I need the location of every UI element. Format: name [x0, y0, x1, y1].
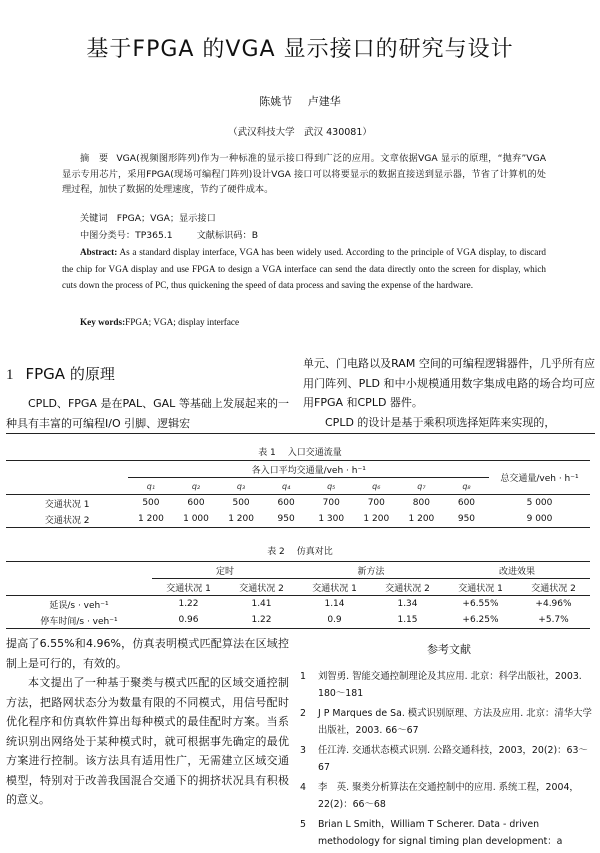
row-label: 延误/s · veh⁻¹ [49, 600, 109, 611]
keywords-cn-label: 关键词 [80, 213, 108, 224]
keywords-cn [80, 210, 216, 224]
reference-text: J P Marques de Sa. 模式识别原理、方法及应用. 北京：清华大学出版社，2003. 66～67 [318, 708, 592, 736]
author-name: 卢建华 [307, 95, 341, 108]
table1-corner [6, 478, 128, 495]
table-cell: 1 200 [228, 514, 254, 524]
table-cell: 0.96 [178, 615, 199, 625]
reference-number: 1 [300, 671, 306, 682]
table1-corner [6, 461, 128, 478]
reference-item [300, 742, 595, 776]
table-cell: 700 [322, 498, 340, 508]
table-cell: 600 [457, 498, 476, 508]
table-cell: 950 [457, 514, 476, 524]
traffic-flow-table [6, 460, 590, 528]
reference-number: 3 [300, 745, 306, 756]
reference-number: 5 [300, 819, 306, 830]
lane-header: q₆ [372, 481, 381, 491]
reference-item [300, 816, 595, 850]
table-cell: 1.34 [397, 599, 418, 609]
abstract-cn [62, 151, 546, 198]
document-code: 文献标识码：B [196, 230, 259, 241]
table2-group-header: 定时 [152, 562, 298, 579]
reference-item [300, 668, 595, 702]
table2-number: 表 2 [267, 547, 285, 557]
table-cell: +6.55% [462, 599, 499, 609]
table-cell: 1.14 [324, 599, 345, 609]
body-left-column-lower [6, 634, 289, 810]
table2-subheader: 交通状况 2 [239, 583, 284, 594]
lane-header: q₄ [282, 481, 291, 491]
abstract-en [62, 244, 546, 294]
reference-text: 任江涛. 交通状态模式识别. 公路交通科技，2003，20(2)：63～67 [318, 745, 588, 773]
keywords-en-label: Key words: [80, 317, 126, 327]
reference-list [300, 668, 595, 853]
keywords-en-text: FPGA; VGA; display interface [125, 317, 240, 327]
table-cell: 800 [412, 498, 430, 508]
paper-title: 基于FPGA 的VGA 显示接口的研究与设计 [86, 37, 514, 62]
table1-title: 入口交通流量 [287, 448, 342, 458]
table-cell: 0.9 [327, 615, 342, 625]
table-row [6, 511, 590, 528]
lane-header: q₂ [191, 481, 201, 491]
reference-number: 4 [300, 782, 306, 793]
table-cell: 1 200 [363, 514, 390, 524]
table-cell: +4.96% [535, 599, 572, 609]
lane-header: q₈ [462, 481, 471, 491]
classification-line [80, 227, 258, 241]
row-label: 停车时间/s · veh⁻¹ [40, 616, 118, 627]
body-right-column [303, 354, 595, 432]
simulation-comparison-table [6, 561, 590, 629]
table2-subheader: 交通状况 2 [385, 583, 430, 594]
table-cell: 1.41 [251, 599, 272, 609]
references-heading: 参考文献 [427, 643, 471, 656]
table2-subheader: 交通状况 1 [312, 583, 357, 594]
lane-header: q₇ [417, 481, 426, 491]
table1-group-header: 各入口平均交通量/veh · h⁻¹ [128, 461, 489, 478]
reference-text: 刘智勇. 智能交通控制理论及其应用. 北京：科学出版社，2003. 180～181 [318, 671, 582, 699]
section-heading [6, 363, 115, 384]
section-number: 1 [6, 367, 14, 383]
body-left-paragraph-1: CPLD、FPGA 是在PAL、GAL 等基础上发展起来的一种具有丰富的可编程I/O 引脚、逻辑宏 [6, 397, 289, 430]
affiliation: （武汉科技大学 武汉 430081） [228, 127, 372, 138]
table2-subheader: 交通状况 1 [458, 583, 503, 594]
table-cell: 1 000 [183, 514, 209, 524]
reference-text: Brian L Smith，William T Scherer. Data - driven methodology for signal timing plan development：a [318, 819, 563, 847]
table2-subheader: 交通状况 1 [166, 583, 211, 594]
row-label: 交通状况 2 [44, 515, 90, 526]
table-row [6, 596, 590, 613]
abstract-en-label: Abstract: [80, 247, 118, 257]
table-cell: 1.22 [178, 599, 199, 609]
lane-header: q₁ [146, 481, 156, 491]
body-right-paragraph-2: CPLD 的设计是基于乘积项选择矩阵来实现的， [325, 415, 556, 429]
table-cell: 1 300 [318, 514, 345, 524]
table2-subheader: 交通状况 2 [531, 583, 576, 594]
table2-title: 仿真对比 [296, 547, 333, 557]
table-cell: +5.7% [538, 615, 569, 625]
table-cell: 1 200 [138, 514, 164, 524]
table-cell: 1.15 [397, 615, 418, 625]
table-cell: 1 200 [408, 514, 435, 524]
author-name: 陈姚节 [259, 95, 293, 108]
section-title: FPGA 的原理 [25, 365, 115, 383]
table-row [6, 612, 590, 629]
table-cell-total: 5 000 [526, 498, 553, 508]
table-cell: +6.25% [462, 615, 499, 625]
table1-total-header: 总交通量/veh · h⁻¹ [500, 474, 579, 484]
table-row [6, 495, 590, 512]
row-label: 交通状况 1 [44, 499, 90, 510]
table1-caption [0, 445, 600, 458]
table2-group-header: 新方法 [298, 562, 444, 579]
body-left-paragraph-2: 提高了6.55%和4.96%，仿真表明模式匹配算法在区域控制上是可行的，有效的。 [6, 637, 289, 670]
table-cell: 500 [232, 498, 250, 508]
table-cell-total: 9 000 [526, 514, 553, 524]
lane-header: q₃ [236, 481, 246, 491]
table2-caption [0, 544, 600, 557]
abstract-cn-label: 摘 要 [80, 153, 109, 164]
table-cell: 600 [187, 498, 205, 508]
table-cell: 700 [367, 498, 385, 508]
keywords-en [80, 317, 239, 327]
abstract-en-text: As a standard display interface, VGA has been widely used. According to the principle of VGA display, to discard the chip for VGA display and use FPGA to design a VGA interface can send the data directly onto the screen for display, which cuts down the process of PC, thus quickening the speed of data process and saving the expense of the hardware. [62, 247, 546, 290]
keywords-cn-text: FPGA；VGA；显示接口 [116, 213, 216, 224]
table2-corner [6, 562, 152, 579]
table1-number: 表 1 [258, 448, 276, 458]
table-cell: 500 [142, 498, 160, 508]
table2-group-header: 改进效果 [444, 562, 590, 579]
clc-number: 中图分类号：TP365.1 [80, 230, 173, 241]
reference-number: 2 [300, 708, 306, 719]
table-cell: 600 [277, 498, 295, 508]
table2-corner [6, 579, 152, 596]
table-cell: 1.22 [251, 615, 272, 625]
column-divider-rule [6, 433, 595, 434]
abstract-cn-text: VGA(视频图形阵列)作为一种标准的显示接口得到广泛的应用。文章依据VGA 显示的原理，“抛弃”VGA 显示专用芯片，采用FPGA(现场可编程门阵列)设计VGA 接口可以将要显示的数据直接送到显示器，节省了计算机的处理过程，加快了数据的处理速度，节约了硬件成本。 [62, 153, 546, 195]
reference-item [300, 705, 595, 739]
table-cell: 950 [277, 514, 295, 524]
body-right-paragraph-1: 单元、门电路以及RAM 空间的可编程逻辑器件，几乎所有应用门阵列、PLD 和中小规模通用数字集成电路的场合均可应用FPGA 和CPLD 器件。 [303, 357, 595, 409]
lane-header: q₅ [327, 481, 336, 491]
author-list [0, 93, 600, 109]
body-left-paragraph-3: 本文提出了一种基于聚类与模式匹配的区域交通控制方法，把路网状态分为数量有限的不同模式，用信号配时优化程序和仿真软件算出每种模式的最佳配时方案。当系统识别出网络处于某种模式时，就可根据事先确定的最优方案进行控制。该方法具有适用性广，无需建立区域交通模型，特别对于改善我国混合交通下的拥挤状况具有积极的意义。 [6, 676, 289, 806]
reference-text: 李 英. 聚类分析算法在交通控制中的应用. 系统工程，2004，22(2)：66～68 [318, 782, 579, 810]
reference-item [300, 779, 595, 813]
